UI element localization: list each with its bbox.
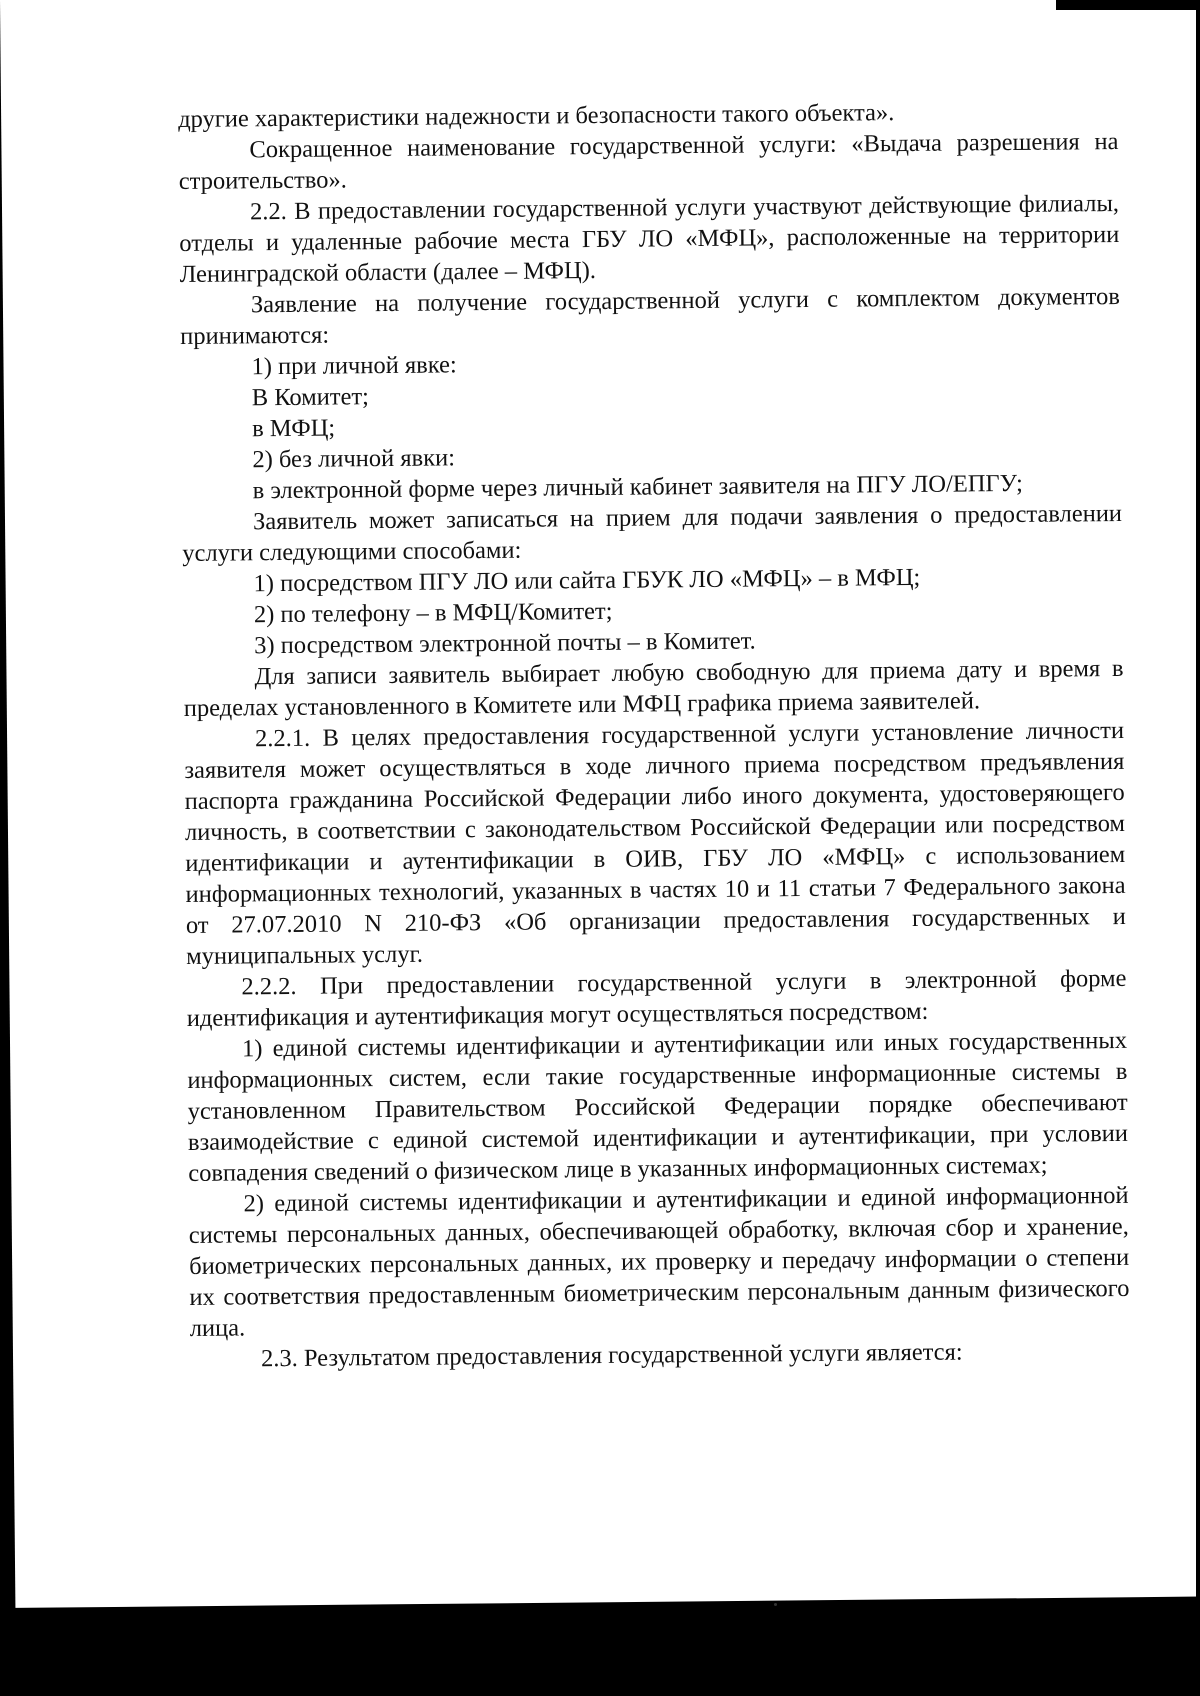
scan-corner-mark [1056, 0, 1196, 10]
list-item: 2) по телефону – в МФЦ/Комитет; [253, 597, 613, 629]
list-item: 1) посредством ПГУ ЛО или сайта ГБУК ЛО «МФЦ» – в МФЦ; [253, 563, 921, 598]
paragraph: Заявитель может записаться на прием для подачи заявления о предоставлении услуги следующими способами: [182, 499, 1123, 567]
list-item: 2) единой системы идентификации и аутентификации и единой информационной системы персональных данных, обеспечивающей обработку, включая сбор и хранение, биометрических персональных данных, их проверку и передачу информации о степени их соответствия предоставленным биометрическим персональным данным физического лица. [188, 1181, 1130, 1342]
paragraph: Сокращенное наименование государственной услуги: «Выдача разрешения на строительство». [178, 127, 1119, 195]
paragraph: 2.2.1. В целях предоставления государственной услуги установление личности заявителя может осуществляться в ходе личного приема посредством предъявления паспорта гражданина Российской Федерации либо иного документа, удостоверяющего личность, в соответствии с законодательством Российской Федерации или посредством идентификации и аутентификации в ОИВ, ГБУ ЛО «МФЦ» с использованием информационных технологий, указанных в частях 10 и 11 статьи 7 Федерального закона от 27.07.2010 N 210-ФЗ «Об организации предоставления государственных и муниципальных услуг. [184, 716, 1126, 970]
paragraph: 2.2. В предоставлении государственной услуги участвуют действующие филиалы, отделы и удаленные рабочие места ГБУ ЛО «МФЦ», расположенные на территории Ленинградской области (далее – МФЦ). [179, 189, 1120, 288]
paragraph: 2.3. Результатом предоставления государственной услуги является: [260, 1338, 963, 1373]
paragraph: другие характеристики надежности и безопасности такого объекта». [178, 99, 895, 133]
list-item: в электронной форме через личный кабинет заявителя на ПГУ ЛО/ЕПГУ; [252, 469, 1023, 505]
list-item: 1) при личной явке: [251, 351, 457, 381]
paragraph: Для записи заявитель выбирает любую свободную для приема дату и время в пределах установленного в Комитете или МФЦ графика приема заявителей. [183, 654, 1124, 722]
list-item: 2) без личной явки: [252, 444, 456, 474]
list-item: В Комитет; [251, 383, 370, 412]
paragraph: 2.2.2. При предоставлении государственной услуги в электронной форме идентификация и аутентификация могут осуществляться посредством: [186, 964, 1127, 1032]
speck [774, 1603, 777, 1606]
list-item: в МФЦ; [251, 414, 336, 443]
list-item: 1) единой системы идентификации и аутентификации или иных государственных информационных систем, если такие государственные информационные системы в установленном Правительством Российской Федерации порядке обеспечивают взаимодействие с единой системой идентификации и аутентификации, при условии совпадения сведений о физическом лице в указанных информационных системах; [187, 1026, 1129, 1187]
scan-edge [1196, 0, 1200, 1696]
paragraph: Заявление на получение государственной услуги с комплектом документов принимаются: [180, 282, 1121, 350]
list-item: 3) посредством электронной почты – в Комитет. [254, 627, 756, 660]
document-body [178, 95, 1130, 1375]
